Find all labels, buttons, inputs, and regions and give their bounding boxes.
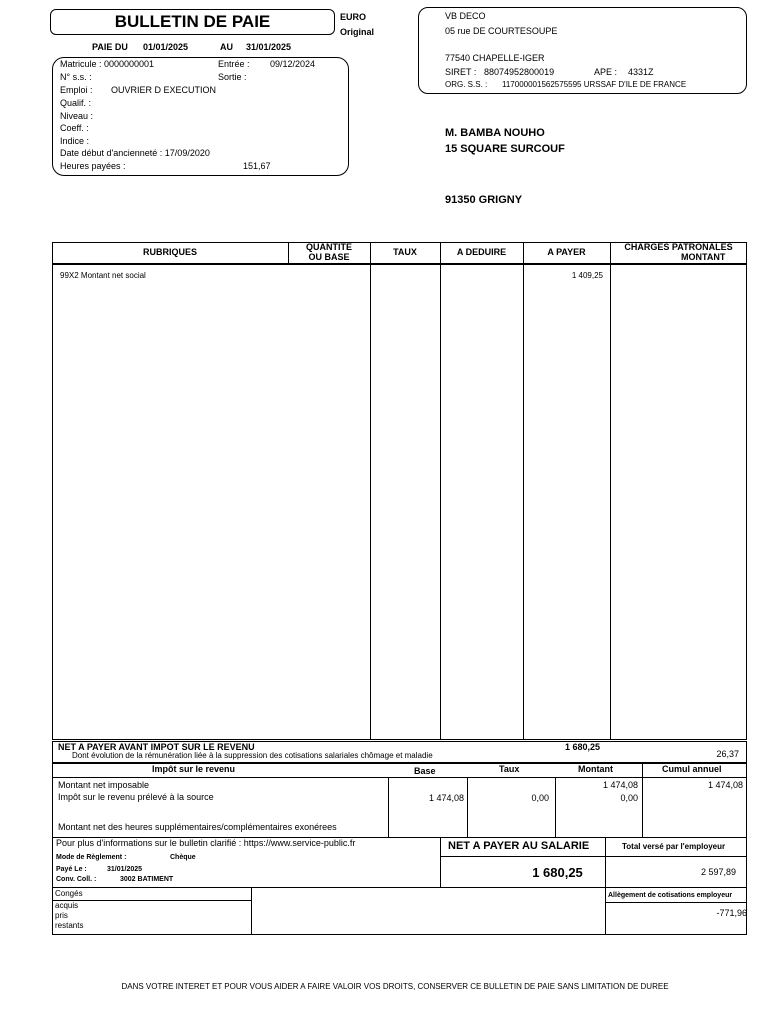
col-deduire: A DEDUIRE xyxy=(456,247,507,257)
employer-city: 77540 CHAPELLE-IGER xyxy=(445,53,545,63)
evolution-value: 26,37 xyxy=(716,749,739,759)
net-before-tax-value: 1 680,25 xyxy=(565,742,601,752)
conges-acquis: acquis xyxy=(55,901,79,910)
niveau: Niveau : xyxy=(60,111,94,121)
conv-label: Conv. Coll. : xyxy=(56,876,97,883)
retention-notice: DANS VOTRE INTERET ET POUR VOUS AIDER A FAIRE VALOIR VOS DROITS, CONSERVER CE BULLETIN DE PAIE SANS LIMITATION DE DUREE xyxy=(121,982,669,991)
heures-value: 151,67 xyxy=(243,161,271,171)
siret-value: 88074952800019 xyxy=(484,67,555,77)
col-quantite-2: OU BASE xyxy=(308,252,350,262)
tax-col-base: Base xyxy=(414,766,436,776)
org-value: 117000001562575595 URSSAF D'ILE DE FRANCE xyxy=(502,80,687,89)
tax-row2-base: 1 474,08 xyxy=(428,793,464,803)
col-charges-1: CHARGES PATRONALES xyxy=(624,242,733,252)
page-title: BULLETIN DE PAIE xyxy=(114,12,271,31)
tax-col-montant: Montant xyxy=(578,764,613,774)
col-quantite-1: QUANTITE xyxy=(306,242,352,252)
allegement-value: -771,96 xyxy=(716,908,747,918)
conges-restants: restants xyxy=(55,921,84,930)
evolution-label: Dont évolution de la rémunération liée à la suppression des cotisations salariales chômage et maladie xyxy=(72,751,433,760)
mode-label: Mode de Règlement : xyxy=(56,854,127,861)
mode-value: Chèque xyxy=(170,854,196,861)
tax-row1-montant: 1 474,08 xyxy=(602,780,638,790)
coeff: Coeff. : xyxy=(60,123,89,133)
employer-street: 05 rue DE COURTESOUPE xyxy=(445,26,558,36)
tax-row2-taux: 0,00 xyxy=(531,793,549,803)
info-text: Pour plus d'informations sur le bulletin clarifié : https://www.service-public.fr xyxy=(56,838,356,848)
period-end: 31/01/2025 xyxy=(246,42,292,52)
entree-value: 09/12/2024 xyxy=(270,59,316,69)
anciennete: Date début d'ancienneté : 17/09/2020 xyxy=(60,148,210,158)
net-salarie-value: 1 680,25 xyxy=(532,865,583,880)
recipient-street: 15 SQUARE SURCOUF xyxy=(445,143,565,155)
tax-header-label: Impôt sur le revenu xyxy=(152,764,236,774)
copy-label: Original xyxy=(340,27,375,37)
entree-label: Entrée : xyxy=(218,59,250,69)
row-rubrique: 99X2 Montant net social xyxy=(60,271,146,280)
recipient-city: 91350 GRIGNY xyxy=(445,194,523,206)
ape-label: APE : xyxy=(594,67,618,77)
paye-label: Payé Le : xyxy=(56,866,87,873)
emploi-label: Emploi : xyxy=(60,85,93,95)
tax-row1-label: Montant net imposable xyxy=(58,780,150,790)
col-taux: TAUX xyxy=(393,247,417,257)
tax-col-taux: Taux xyxy=(499,764,520,774)
main-table xyxy=(52,242,747,740)
paye-value: 31/01/2025 xyxy=(107,866,143,873)
sortie: Sortie : xyxy=(218,72,247,82)
total-employeur-label: Total versé par l'employeur xyxy=(622,842,726,851)
net-before-tax-label: NET A PAYER AVANT IMPOT SUR LE REVENU xyxy=(58,742,255,752)
tax-row1-cumul: 1 474,08 xyxy=(707,780,743,790)
col-rubriques: RUBRIQUES xyxy=(142,247,197,257)
emploi-value: OUVRIER D EXECUTION xyxy=(111,85,217,95)
employer-name: VB DECO xyxy=(445,11,486,21)
siret-label: SIRET : xyxy=(445,67,477,77)
ape-value: 4331Z xyxy=(628,67,654,77)
total-employeur-value: 2 597,89 xyxy=(700,867,736,877)
tax-row2-montant: 0,00 xyxy=(620,793,638,803)
allegement-label: Allègement de cotisations employeur xyxy=(608,892,733,899)
col-payer: A PAYER xyxy=(547,247,586,257)
recipient-name: M. BAMBA NOUHO xyxy=(445,127,545,139)
matricule: Matricule : 0000000001 xyxy=(60,59,155,69)
tax-row2-label: Impôt sur le revenu prélevé à la source xyxy=(58,792,214,802)
row-payer: 1 409,25 xyxy=(571,271,603,280)
col-charges-2: MONTANT xyxy=(681,252,726,262)
nss: N° s.s. : xyxy=(60,72,92,82)
conv-value: 3002 BATIMENT xyxy=(120,876,174,883)
qualif: Qualif. : xyxy=(60,98,92,108)
period-to-label: AU xyxy=(220,42,233,52)
conges-pris: pris xyxy=(55,911,68,920)
conges-label: Congés xyxy=(55,889,83,898)
net-salarie-label: NET A PAYER AU SALARIE xyxy=(448,840,590,852)
period-start: 01/01/2025 xyxy=(143,42,189,52)
heures-label: Heures payées : xyxy=(60,161,126,171)
tax-row3-label: Montant net des heures supplémentaires/complémentaires exonérees xyxy=(58,822,337,832)
tax-col-cumul: Cumul annuel xyxy=(662,764,722,774)
org-label: ORG. S.S. : xyxy=(445,80,488,89)
currency-label: EURO xyxy=(340,12,367,22)
indice: Indice : xyxy=(60,136,90,146)
employee-info-box xyxy=(52,57,349,176)
period-label: PAIE DU xyxy=(92,42,128,52)
